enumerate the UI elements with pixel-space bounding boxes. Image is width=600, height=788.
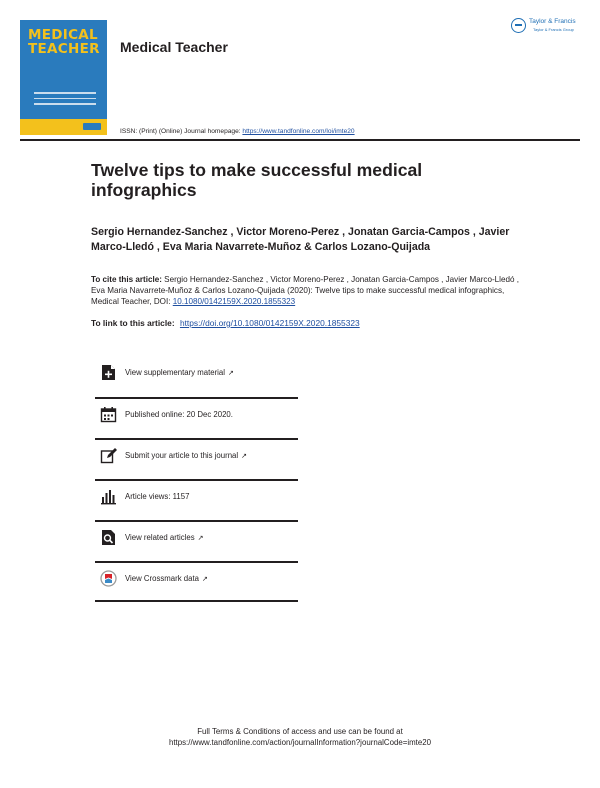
- bar-chart-icon: [100, 488, 117, 505]
- publisher-logo-icon: [511, 18, 526, 33]
- publisher-logo[interactable]: [511, 17, 585, 37]
- issn-line: [120, 128, 355, 135]
- cover-text-lines: [34, 92, 96, 109]
- footer: [0, 726, 600, 748]
- citation-block: [91, 274, 521, 307]
- crossmark-icon: [100, 570, 117, 587]
- row-supplementary-label: View supplementary material: [125, 368, 225, 377]
- row-related-articles[interactable]: [95, 520, 298, 558]
- row-crossmark[interactable]: [95, 561, 298, 599]
- cover-publisher-logo: [83, 123, 101, 130]
- supplementary-icon: [100, 364, 117, 381]
- publisher-subtitle: Taylor & Francis Group: [533, 27, 574, 32]
- row-crossmark-label: View Crossmark data: [125, 574, 199, 583]
- doi-link[interactable]: 10.1080/0142159X.2020.1855323: [172, 297, 296, 306]
- article-doi-url[interactable]: https://doi.org/10.1080/0142159X.2020.1855323: [179, 318, 360, 328]
- journal-cover-thumbnail: [20, 20, 107, 135]
- publisher-name: Taylor & Francis: [529, 18, 576, 25]
- article-link-label: To link to this article:: [91, 318, 175, 328]
- row-submit-article[interactable]: [95, 438, 298, 476]
- cover-band: [20, 119, 107, 135]
- search-document-icon: [100, 529, 117, 546]
- journal-homepage-link[interactable]: https://www.tandfonline.com/loi/imte20: [242, 128, 355, 135]
- issn-prefix: ISSN: (Print) (Online) Journal homepage:: [120, 128, 241, 135]
- journal-name: Medical Teacher: [120, 39, 228, 55]
- citation-label: To cite this article:: [91, 275, 162, 284]
- external-link-icon: ↗: [201, 576, 208, 583]
- article-authors: Sergio Hernandez-Sanchez , Victor Moreno-Perez , Jonatan Garcia-Campos , Javier Marco-Lledó , Eva Maria Navarrete-Muñoz & Carlos Lozano-Quijada: [91, 226, 510, 253]
- article-title: Twelve tips to make successful medical infographics: [91, 160, 423, 200]
- header-rule: [20, 139, 580, 141]
- row-published: [95, 397, 298, 435]
- footer-journal-info-link[interactable]: https://www.tandfonline.com/action/journalInformation?journalCode=imte20: [168, 738, 432, 747]
- row-article-views-label: Article views: 1157: [125, 492, 190, 501]
- external-link-icon: ↗: [197, 535, 204, 542]
- row-published-label: Published online: 20 Dec 2020.: [125, 410, 233, 419]
- edit-icon: [100, 447, 117, 464]
- external-link-icon: ↗: [241, 453, 247, 460]
- article-link-line: [91, 318, 521, 328]
- external-link-icon: ↗: [227, 370, 234, 377]
- row-related-label: View related articles: [125, 533, 195, 542]
- calendar-icon: [100, 406, 117, 423]
- row-article-views: [95, 479, 298, 517]
- citation-text: Sergio Hernandez-Sanchez , Victor Moreno-Perez , Jonatan Garcia-Campos , Javier Marco-Lledó , Eva Maria Navarrete-Muñoz & Carlos Lozano-Quijada (2020): Twelve tips to make successful medical infographics, Medical Teacher, DOI:: [91, 275, 519, 306]
- row-supplementary[interactable]: [95, 355, 298, 393]
- cover-title: MEDICAL TEACHER: [28, 27, 100, 57]
- divider: [95, 600, 298, 602]
- footer-terms-text: Full Terms & Conditions of access and use can be found at: [197, 727, 403, 736]
- row-submit-label: Submit your article to this journal: [125, 451, 239, 460]
